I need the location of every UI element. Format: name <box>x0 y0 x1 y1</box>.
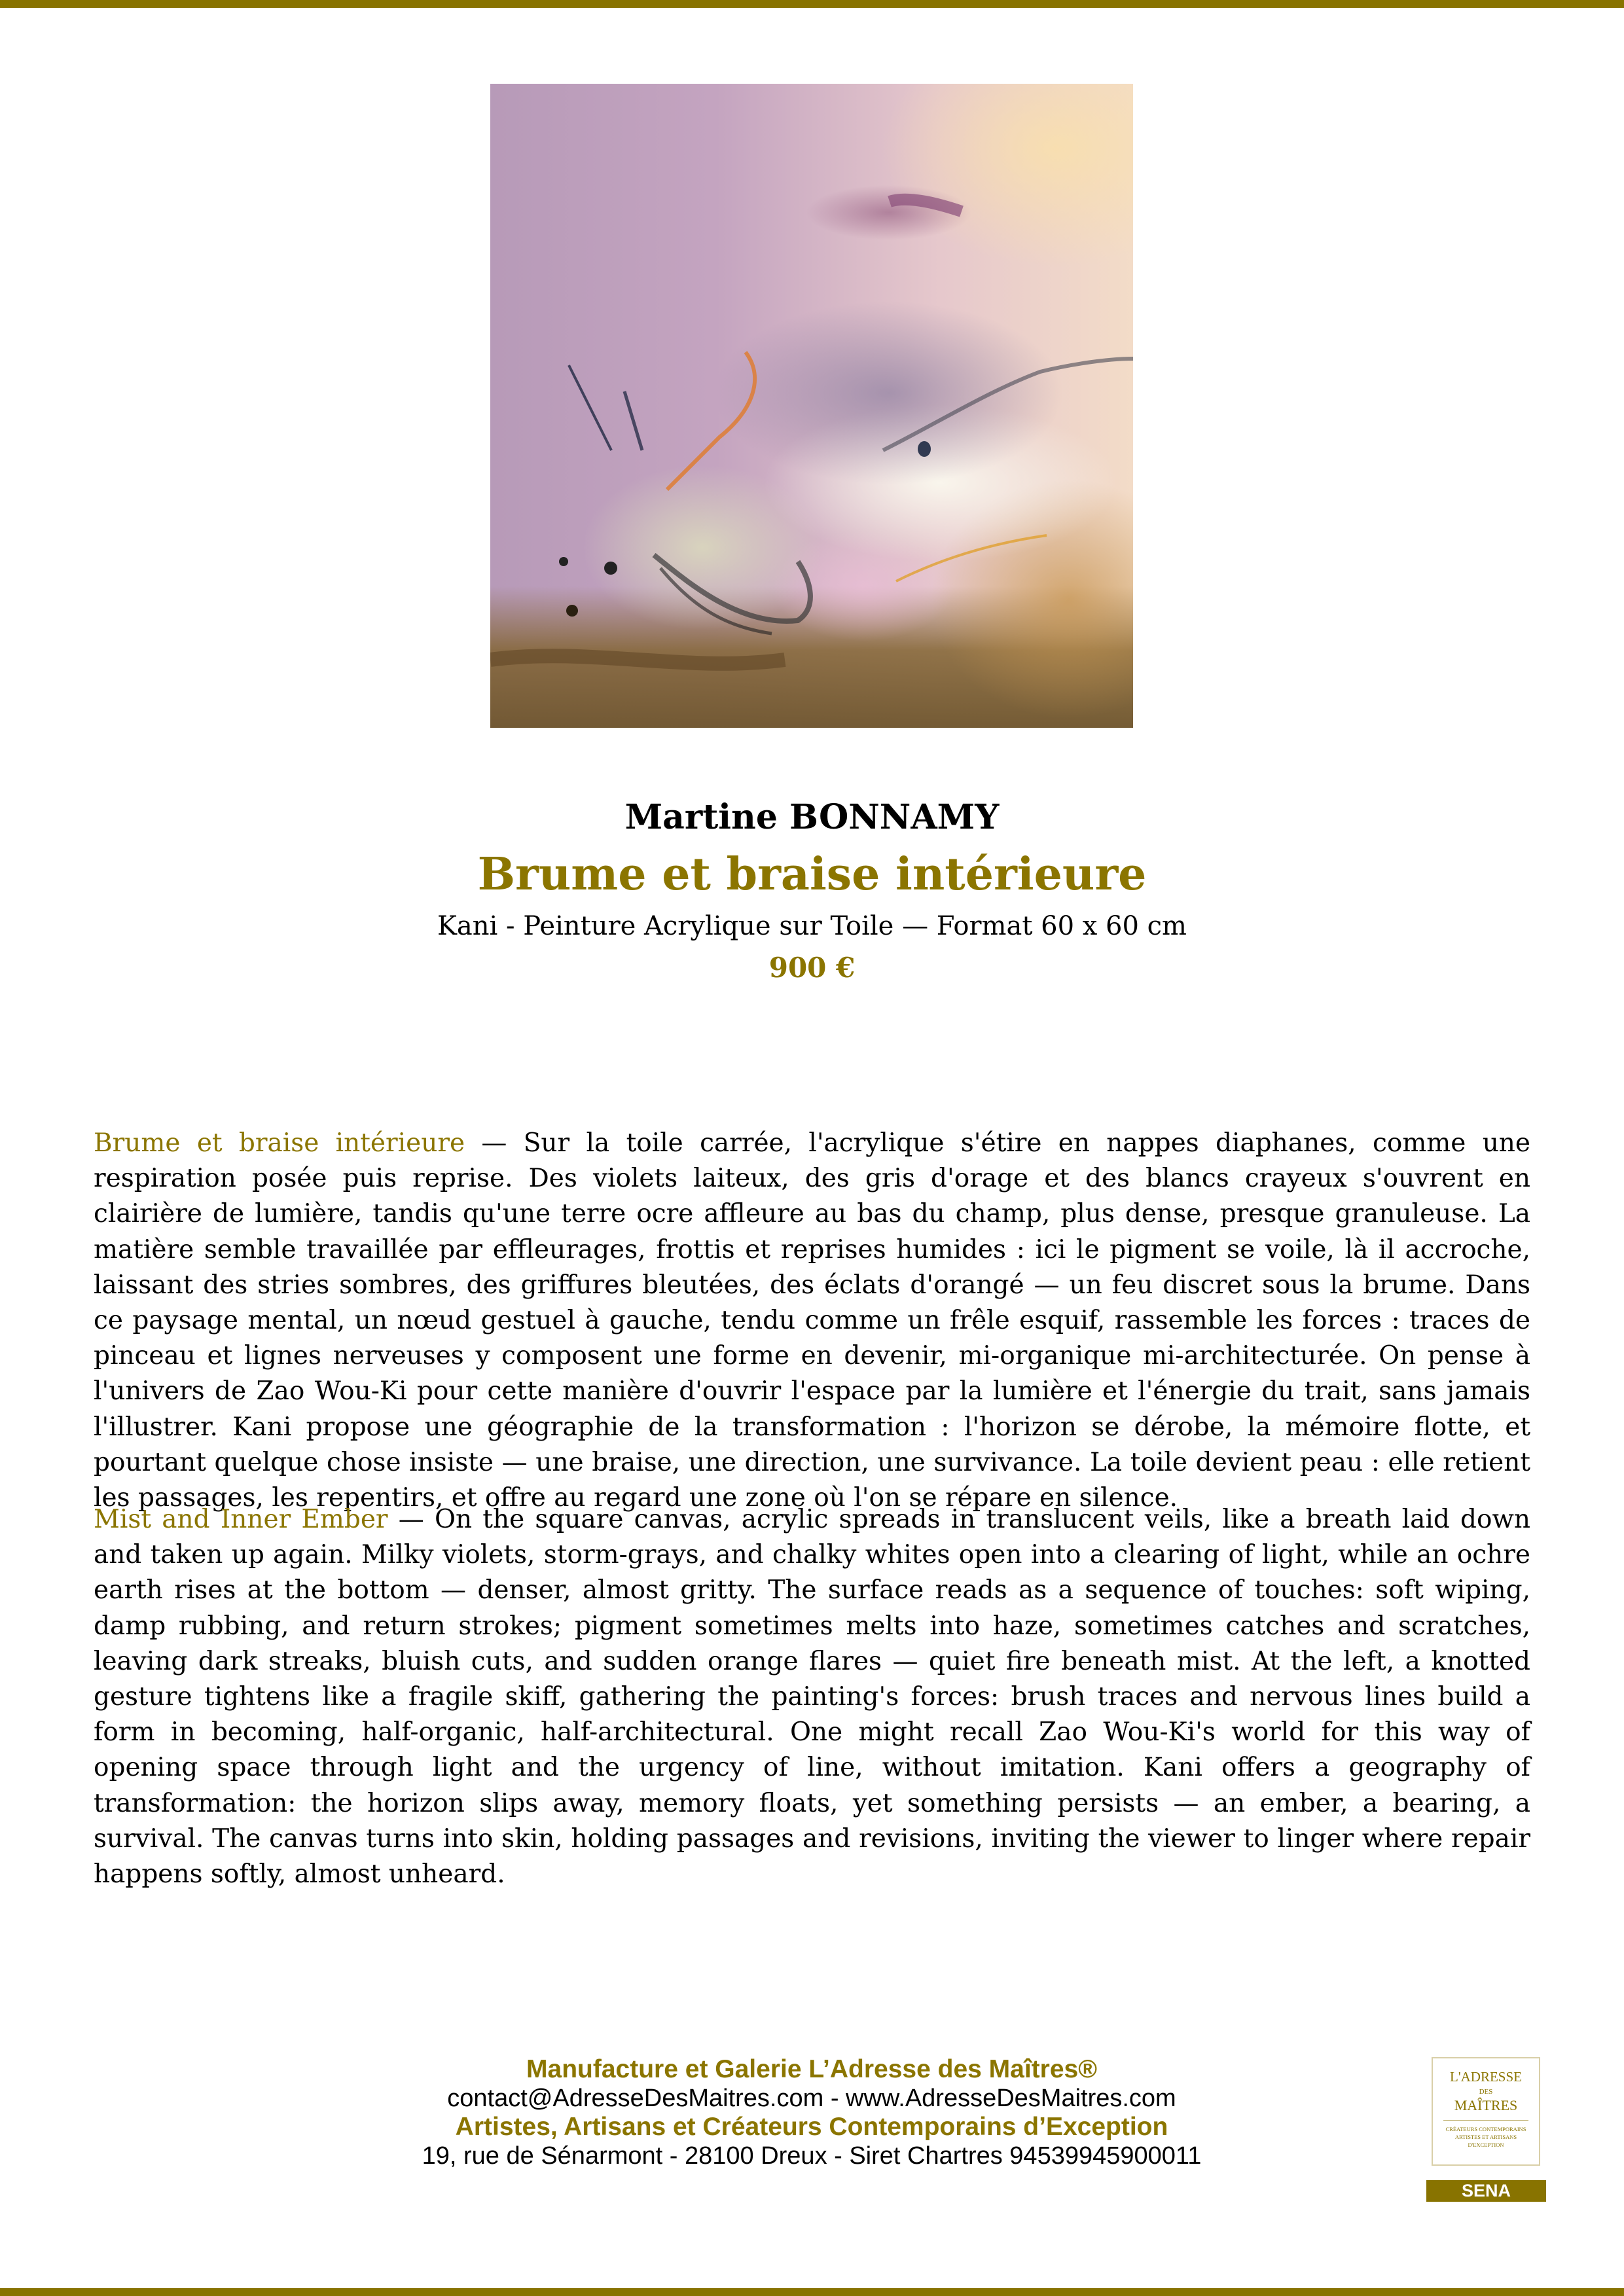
artist-name: Martine BONNAMY <box>624 797 1000 837</box>
sena-badge: SENA <box>1426 2180 1546 2202</box>
description-english-body: — On the square canvas, acrylic spreads in translucent veils, like a breath laid down and taken up again. Milky violets, storm-grays, and chalky whites open into a clearing of light, while an ochre earth rises at the bottom — denser, almost gritty. The surface reads as a sequence of touches: soft wiping, damp rubbing, and return strokes; pigment sometimes melts into haze, sometimes catches and scratches, leaving dark streaks, bluish cuts, and sudden orange flares — quiet fire beneath mist. At the left, a knotted gesture tightens like a fragile skiff, gathering the painting's forces: brush traces and nervous lines build a form in becoming, half-organic, half-architectural. One might recall Zao Wou-Ki's world for this way of opening space through light and the urgency of line, without imitation. Kani offers a geography of transformation: the horizon slips away, memory floats, yet something persists — an ember, a bearing, a survival. The canvas turns into skin, holding passages and revisions, inviting the viewer to linger where repair happens softly, almost unheard. <box>94 1505 1531 1890</box>
footer <box>367 2055 1257 2170</box>
logo-line-5: ARTISTES ET ARTISANS <box>1454 2134 1517 2140</box>
description-french-body: — Sur la toile carrée, l'acrylique s'étire en nappes diaphanes, comme une respiration posée puis reprise. Des violets laiteux, des gris d'orage et des blancs crayeux s'ouvrent en clairière de lumière, tandis qu'une terre ocre affleure au bas du champ, plus dense, presque granuleuse. La matière semble travaillée par effleurages, frottis et reprises humides : ici le pigment se voile, là il accroche, laissant des stries sombres, des griffures bleutées, des éclats d'orangé — un feu discret sous la brume. Dans ce paysage mental, un nœud gestuel à gauche, tendu comme un frêle esquif, rassemble les forces : traces de pinceau et lignes nerveuses y composent une forme en devenir, mi-organique mi-architecturée. On pense à l'univers de Zao Wou-Ki pour cette manière d'ouvrir l'espace par la lumière et l'énergie du trait, sans jamais l'illustrer. Kani propose une géographie de la transformation : l'horizon se dérobe, la mémoire flotte, et pourtant quelque chose insiste — une braise, une direction, une survivance. La toile devient peau : elle retient les passages, les repentirs, et offre au regard une zone où l'on se répare en silence. <box>94 1128 1531 1513</box>
description-english <box>94 1502 1530 1892</box>
footer-company: Manufacture et Galerie L’Adresse des Maîtres® <box>526 2055 1097 2083</box>
logo-line-1: L'ADRESSE <box>1450 2069 1522 2085</box>
artwork-price: 900 € <box>768 952 856 984</box>
footer-contact: contact@AdresseDesMaitres.com - www.AdresseDesMaitres.com <box>447 2085 1176 2112</box>
painting-strokes <box>490 84 1133 728</box>
logo-line-2: DES <box>1479 2088 1493 2096</box>
footer-address: 19, rue de Sénarmont - 28100 Dreux - Siret Chartres 94539945900011 <box>422 2142 1202 2170</box>
gallery-logo <box>1432 2057 1540 2166</box>
top-border-bar <box>0 0 1624 8</box>
logo-line-6: D'EXCEPTION <box>1468 2142 1504 2148</box>
logo-divider <box>1443 2120 1528 2121</box>
description-french <box>94 1126 1530 1516</box>
description-french-title: Brume et braise intérieure <box>94 1128 465 1158</box>
artwork-details: Kani - Peinture Acrylique sur Toile — Format 60 x 60 cm <box>437 911 1187 941</box>
bottom-border-bar <box>0 2288 1624 2296</box>
artwork-title: Brume et braise intérieure <box>477 848 1147 901</box>
logo-line-4: CRÉATEURS CONTEMPORAINS <box>1445 2126 1526 2132</box>
footer-tagline: Artistes, Artisans et Créateurs Contemporains d’Exception <box>455 2113 1168 2141</box>
description-english-title: Mist and Inner Ember <box>94 1505 388 1534</box>
logo-line-3: MAÎTRES <box>1454 2097 1518 2113</box>
artwork-image <box>490 84 1133 728</box>
